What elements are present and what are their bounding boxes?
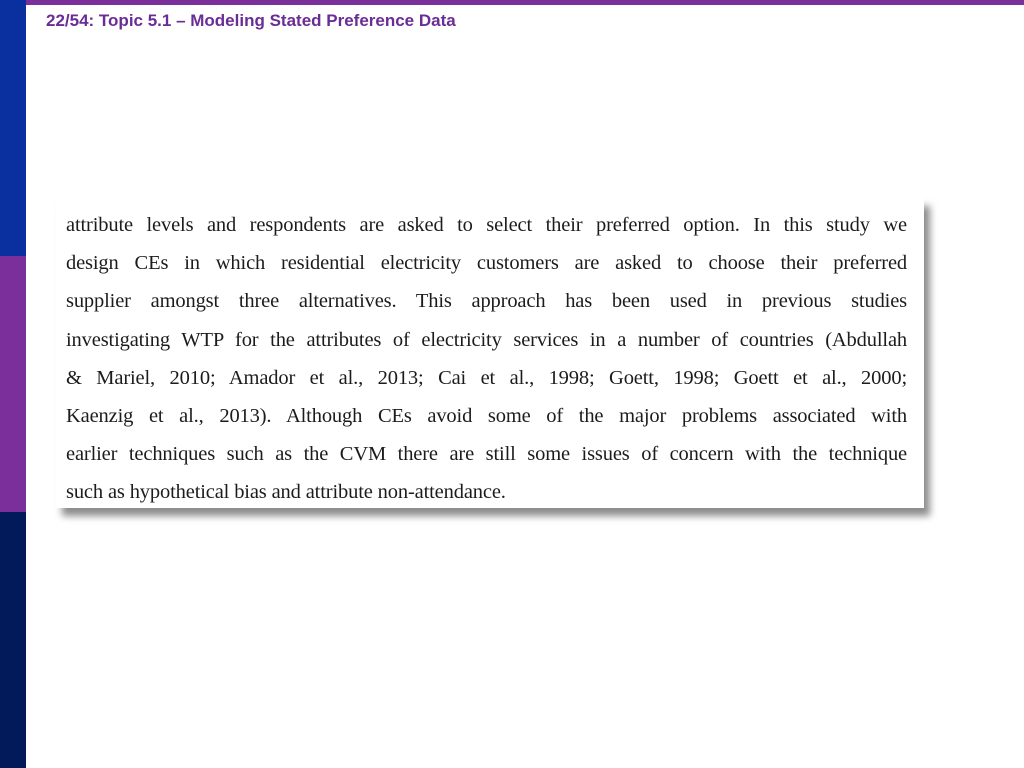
paper-excerpt-image — [56, 198, 924, 508]
excerpt-line: such as hypothetical bias and attribute non-attendance. — [66, 481, 506, 504]
excerpt-line: design CEs in which residential electricity customers are asked to choose their preferred — [66, 252, 907, 275]
excerpt-line: supplier amongst three alternatives. This approach has been used in previous studies — [66, 290, 907, 313]
left-band-purple — [0, 256, 26, 512]
excerpt-text — [66, 206, 907, 512]
excerpt-line: investigating WTP for the attributes of electricity services in a number of countries (Abdullah — [66, 328, 907, 351]
excerpt-line: & Mariel, 2010; Amador et al., 2013; Cai et al., 1998; Goett, 1998; Goett et al., 2000; — [66, 366, 907, 389]
excerpt-line: earlier techniques such as the CVM there are still some issues of concern with the technique — [66, 443, 907, 466]
top-accent-rule — [26, 0, 1024, 5]
left-band-navy — [0, 512, 26, 768]
excerpt-line: attribute levels and respondents are asked to select their preferred option. In this study we — [66, 214, 907, 236]
slide-title: 22/54: Topic 5.1 – Modeling Stated Preference Data — [46, 11, 456, 30]
excerpt-line: Kaenzig et al., 2013). Although CEs avoid some of the major problems associated with — [66, 404, 907, 427]
left-band-blue — [0, 0, 26, 256]
